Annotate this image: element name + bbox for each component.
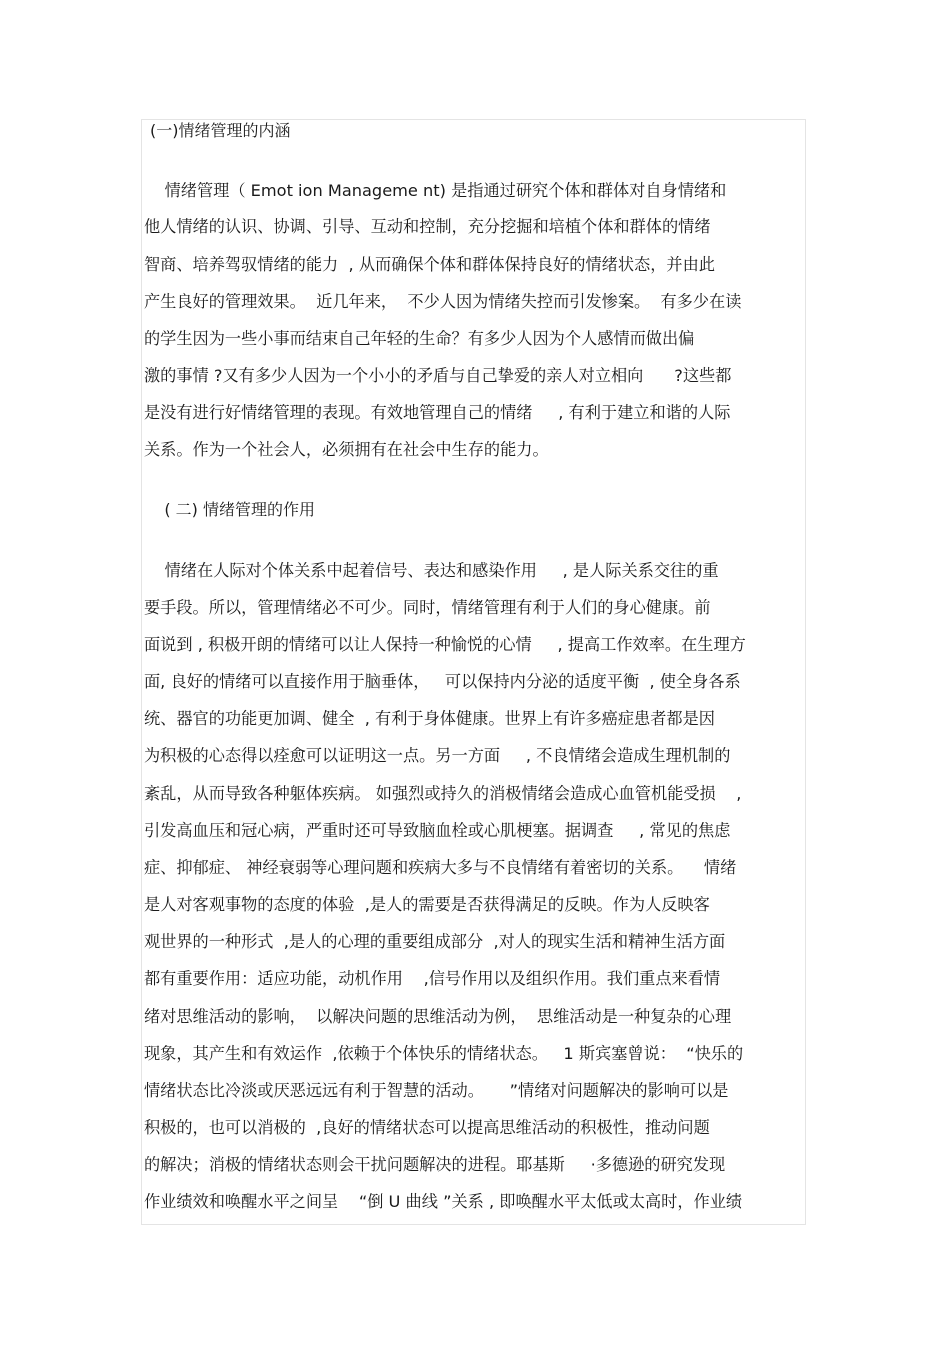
paragraph-line: 绪对思维活动的影响， 以解决问题的思维活动为例， 思维活动是一种复杂的心理 [144,1007,732,1026]
paragraph-line: 为积极的心态得以痊愈可以证明这一点。另一方面 , 不良情绪会造成生理机制的 [144,746,731,765]
paragraph-line: 情绪状态比冷淡或厌恶远远有利于智慧的活动。 ”情绪对问题解决的影响可以是 [144,1081,729,1100]
paragraph-line: 激的事情 ?又有多少人因为一个小小的矛盾与自己挚爱的亲人对立相向 ?这些都 [144,366,732,385]
paragraph-line: 是没有进行好情绪管理的表现。有效地管理自己的情绪 , 有利于建立和谐的人际 [144,403,731,422]
paragraph-line: 是人对客观事物的态度的体验 ,是人的需要是否获得满足的反映。作为人反映客 [144,895,710,914]
paragraph-line: 他人情绪的认识、协调、引导、互动和控制，充分挖掘和培植个体和群体的情绪 [144,217,711,236]
paragraph-line: 引发高血压和冠心病，严重时还可导致脑血栓或心肌梗塞。据调查 , 常见的焦虑 [144,821,731,840]
paragraph-line: 的学生因为一些小事而结束自己年轻的生命？有多少人因为个人感情而做出偏 [144,329,695,348]
paragraph-line: 都有重要作用：适应功能，动机作用 ,信号作用以及组织作用。我们重点来看情 [144,969,721,988]
paragraph-line: 症、抑郁症、 神经衰弱等心理问题和疾病大多与不良情绪有着密切的关系。 情绪 [144,858,737,877]
paragraph-line: 作业绩效和唤醒水平之间呈 “倒 U 曲线 ”关系 , 即唤醒水平太低或太高时，作业绩 [144,1192,743,1211]
paragraph-line: 紊乱，从而导致各种躯体疾病。 如强烈或持久的消极情绪会造成心血管机能受损 , [144,784,742,803]
section-heading-1: (一)情绪管理的内涵 [150,121,291,140]
paragraph-line: 产生良好的管理效果。 近几年来， 不少人因为情绪失控而引发惨案。 有多少在读 [144,292,742,311]
paragraph-line: 统、器官的功能更加调、健全 , 有利于身体健康。世界上有许多癌症患者都是因 [144,709,715,728]
paragraph-line: 积极的，也可以消极的 ,良好的情绪状态可以提高思维活动的积极性，推动问题 [144,1118,710,1137]
paragraph-line: 情绪管理（ Emot ion Manageme nt) 是指通过研究个体和群体对自身情绪和 [144,181,727,200]
paragraph-line: 现象，其产生和有效运作 ,依赖于个体快乐的情绪状态。 1 斯宾塞曾说： “快乐的 [144,1044,744,1063]
paragraph-line: 的解决；消极的情绪状态则会干扰问题解决的进程。耶基斯 ·多德逊的研究发现 [144,1155,726,1174]
paragraph-line: 观世界的一种形式 ,是人的心理的重要组成部分 ,对人的现实生活和精神生活方面 [144,932,726,951]
paragraph-line: 要手段。所以，管理情绪必不可少。同时，情绪管理有利于人们的身心健康。前 [144,598,711,617]
paragraph-line: 面, 良好的情绪可以直接作用于脑垂体， 可以保持内分泌的适度平衡 , 使全身各系 [144,672,741,691]
paragraph-line: 关系。作为一个社会人，必须拥有在社会中生存的能力。 [144,440,549,459]
paragraph-line: 面说到 , 积极开朗的情绪可以让人保持一种愉悦的心情 , 提高工作效率。在生理方 [144,635,746,654]
paragraph-line: 智商、培养驾驭情绪的能力 , 从而确保个体和群体保持良好的情绪状态，并由此 [144,255,715,274]
paragraph-line: 情绪在人际对个体关系中起着信号、表达和感染作用 , 是人际关系交往的重 [144,561,719,580]
section-heading-2: ( 二) 情绪管理的作用 [144,500,316,519]
